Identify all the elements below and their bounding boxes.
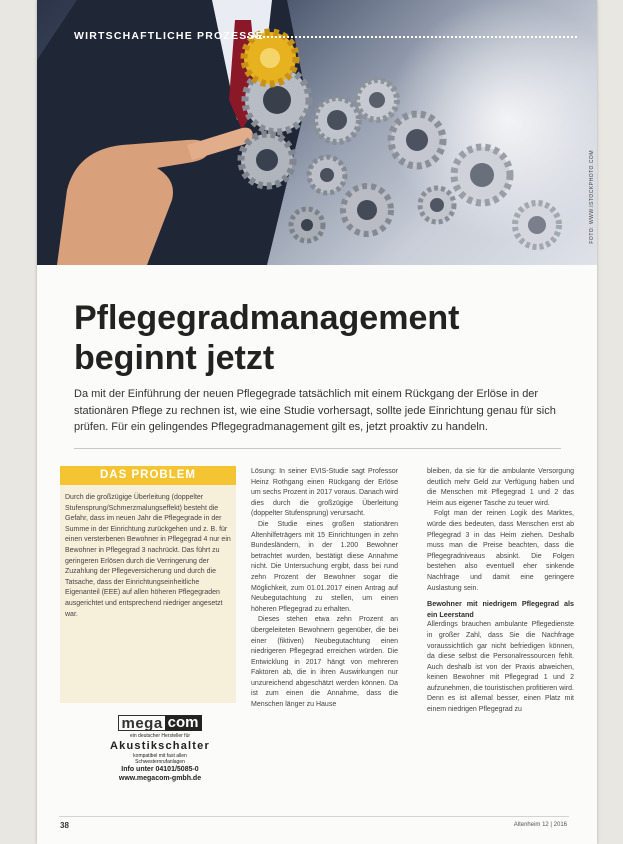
footer-divider (59, 816, 569, 817)
gear-icon (291, 209, 323, 241)
gear-icon (315, 98, 359, 142)
problem-box-text: Durch die großzügige Überleitung (doppelter Stufensprung/Schmerzmalungseffekt) besteht die Gefahr, dass im neuen Jahr die Pflegegrade in der Summe in der Einrichtung zurückgehen und z. B. für einen versterbenen Bewohner in Pflegegrad 4 nur ein Bewohner in Pflegegrad 3 nachrückt. Das führt zu geringeren Erlösen durch die Verringerung der Zuzahlung der Pflegeversicherung und durch die Tatsache, dass der Einrichtungseinheitliche Eigenanteil (EEE) auf allen höheren Pflegegraden ausgerichtet und entsprechend niedriger angesetzt war. (65, 494, 231, 618)
gear-icon (357, 80, 397, 120)
gear-icon (454, 147, 510, 203)
problem-box-title: DAS PROBLEM (60, 466, 236, 485)
gear-icon (420, 188, 454, 222)
column-2-paragraph-1: Lösung: In seiner EVIS-Studie sagt Professor Heinz Rothgang einen Rückgang der Erlöse um sechs Prozent in 2017 voraus. Danach wird dies durch die großzügige Überleitung (doppelter Stufensprung) verursacht. (251, 468, 398, 518)
column-3-subheading: Bewohner mit niedrigem Pflegegrad als ein Leerstand (427, 599, 574, 619)
photo-credit: FOTO: WWW.ISTOCKPHOTO.COM (589, 150, 595, 244)
gear-icon (309, 157, 345, 193)
column-3-paragraph-1: bleiben, da sie für die ambulante Versorgung deutlich mehr Geld zur Verfügung haben und die Menschen mit Pflegegrad 1 und 2 das Heim aus eigener Tasche zu teuer wird. (427, 468, 574, 507)
gear-icon (391, 114, 443, 166)
publication-info: Altenheim 12 | 2016 (513, 822, 567, 828)
advertisement[interactable] (95, 715, 225, 797)
ad-line-2: Schwesternrufanlagen (135, 759, 185, 765)
section-label: WIRTSCHAFTLICHE PROZESSE (74, 30, 264, 42)
ad-logo-part2: com (165, 715, 202, 731)
hero-image (37, 0, 597, 265)
divider-line (74, 448, 561, 449)
ad-logo-part1: mega (118, 715, 164, 731)
magazine-page (37, 0, 597, 844)
ad-line-1: kompatibel mit fast allen (133, 753, 187, 759)
column-3-paragraph-3: Allerdings brauchen ambulante Pflegedienste in großer Zahl, dass Sie die Nachfrage voraussichtlich gar nicht befriedigen können, da diese selbst die Personalressourcen fehlt. Auch deshalb ist von der Praxis abweichen, keinen Bewohner mit Pflegegrad 1 und 2 aufzunehmen, die touristischen profitieren wird. Denn es ist allemal besser, einen Platz mit einem niedrigen Pflegegrad zu (427, 621, 574, 714)
article-column-3 (427, 467, 574, 716)
column-2-paragraph-2: Die Studie eines großen stationären Altenhilfeträgers mit 15 Einrichtungen in zehn Bundesländern, in der 1.200 Bewohner betrachtet wurden, bestätigt diese Annahme nicht. Die Untersuchung ergibt, dass bei rund zehn Prozent der Bewohner sogar die Möglichkeit, zum 01.01.2017 einen Antrag auf Neubegutachtung zu stellen, um einen höheren Pflegegrad zu erhalten. (251, 520, 398, 613)
column-3-paragraph-2: Folgt man der reinen Logik des Marktes, würde dies bedeuten, dass Menschen erst ab Pflegegrad 3 in das Heim ziehen. Deshalb muss man die Preise beachten, dass die Pflegegradniveaus absinkt. Die Folgen bestehen also eventuell eher sinkende Nachfrage und damit eine geringere Auslastung sein. (427, 510, 574, 592)
title-line-1: Pflegegradmanagement (74, 299, 460, 337)
article-title (74, 298, 459, 378)
ad-tagline: ein deutscher Hersteller für (129, 733, 191, 739)
gear-icon (241, 134, 293, 186)
ad-website-link[interactable]: www.megacom-gmbh.de (118, 775, 202, 782)
column-2-paragraph-3: Dieses stehen etwa zehn Prozent an übergeleiteten Bewohnern gegenüber, die bei einer (fiktiven) Neubegutachtung einen niedrigeren Pflegegrad erreichen würden. Die Entwicklung in 2017 hängt von mehreren Faktoren ab, die in ihren Auswirkungen nur unzureichend abgeschätzt werden können. Da ist zum einen die Annahme, dass die Menschen länger zu Hause (251, 616, 398, 709)
article-column-2 (251, 467, 398, 711)
ad-info: Info unter 04101/5085-0 (121, 766, 199, 773)
section-divider-dots (247, 36, 577, 38)
ad-product: Akustikschalter (110, 740, 210, 752)
title-line-2: beginnt jetzt (74, 339, 275, 377)
ad-logo (95, 715, 225, 731)
page-number: 38 (60, 821, 69, 830)
gear-icon (515, 203, 559, 247)
article-lead: Da mit der Einführung der neuen Pflegegrade tatsächlich mit einem Rückgang der Erlöse in der stationären Pflege zu rechnen ist, wie eine Studie vorhersagt, sollte jede Einrichtung genau für sich prüfen. Für ein gelingendes Pflegegradmanagement gilt es, jetzt proaktiv zu handeln. (74, 388, 556, 433)
gear-icon (343, 186, 391, 234)
